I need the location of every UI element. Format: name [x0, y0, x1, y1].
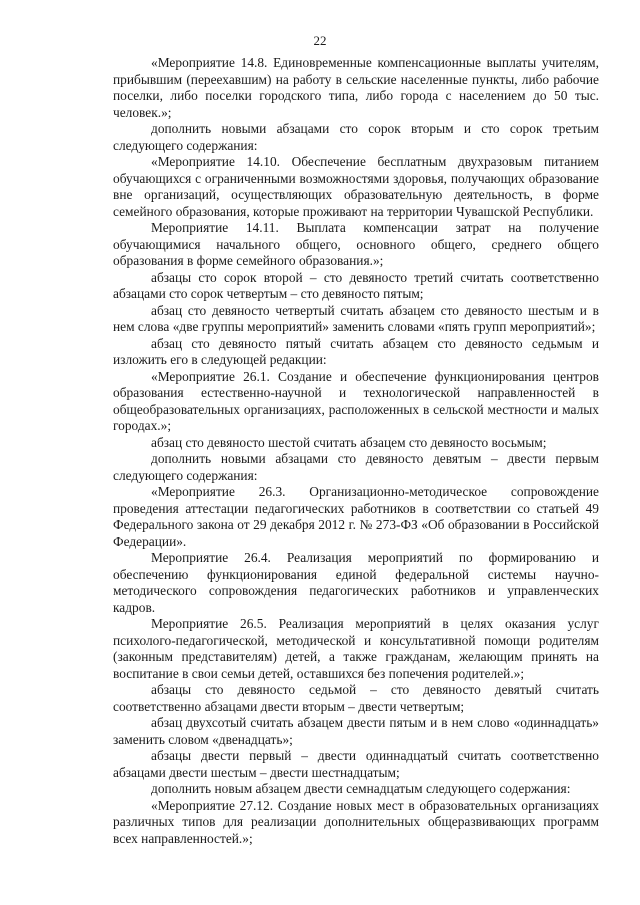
paragraph: абзац сто девяносто четвертый считать абзацем сто девяносто шестым и в нем слова «две группы мероприятий» заменить словами «пять групп мероприятий»;: [113, 302, 599, 334]
paragraph: абзац сто девяносто шестой считать абзацем сто девяносто восьмым;: [151, 434, 547, 450]
paragraph: абзац сто девяносто пятый считать абзацем сто девяносто седьмым и изложить его в следующей редакции:: [113, 335, 599, 367]
paragraph: дополнить новыми абзацами сто девяносто девятым – двести первым следующего содержания:: [113, 451, 599, 483]
paragraph: «Мероприятие 26.3. Организационно-методическое сопровождение проведения аттестации педагогических работников в соответствии со статьей 49 Федерального закона от 29 декабря 2012 г. № 273-ФЗ «Об образовании в Российской Федерации».: [113, 484, 599, 549]
paragraph: «Мероприятие 27.12. Создание новых мест в образовательных организациях различных типов для реализации дополнительных общеразвивающих программ всех направленностей.»;: [113, 797, 599, 846]
paragraph: «Мероприятие 14.8. Единовременные компенсационные выплаты учителям, прибывшим (переехавшим) на работу в сельские населенные пункты, либо рабочие поселки, либо поселки городского типа, либо города с населением до 50 тыс. человек.»;: [113, 55, 599, 120]
paragraph: «Мероприятие 14.10. Обеспечение бесплатным двухразовым питанием обучающихся с ограниченными возможностями здоровья, получающих образование вне организаций, осуществляющих образовательную деятельность, в форме семейного образования, которые проживают на территории Чувашской Республики.: [113, 154, 599, 219]
page-number: 22: [313, 33, 327, 48]
paragraph: Мероприятие 14.11. Выплата компенсации затрат на получение обучающимися начального общего, основного общего, среднего общего образования в форме семейного образования.»;: [113, 220, 599, 268]
paragraph: абзацы сто девяносто седьмой – сто девяносто девятый считать соответственно абзацами двести вторым – двести четвертым;: [113, 682, 599, 714]
paragraph: Мероприятие 26.5. Реализация мероприятий в целях оказания услуг психолого-педагогической, методической и консультативной помощи родителям (законным представителям) детей, а также гражданам, желающим принять на воспитание в свои семьи детей, оставшихся без попечения родителей.»;: [113, 616, 599, 681]
paragraph: дополнить новым абзацем двести семнадцатым следующего содержания:: [151, 781, 571, 796]
paragraph: «Мероприятие 26.1. Создание и обеспечение функционирования центров образования естественно-научной и технологической направленностей в общеобразовательных организациях, расположенных в сельской местности и малых городах.»;: [113, 368, 599, 433]
paragraph: дополнить новыми абзацами сто сорок вторым и сто сорок третьим следующего содержания:: [113, 121, 599, 153]
paragraph: абзацы сто сорок второй – сто девяносто третий считать соответственно абзацами сто сорок четвертым – сто девяносто пятым;: [113, 269, 599, 301]
paragraph: Мероприятие 26.4. Реализация мероприятий по формированию и обеспечению функционирования единой федеральной системы научно-методического сопровождения педагогических работников и управленческих кадров.: [113, 550, 599, 615]
body-text: [113, 55, 599, 847]
paragraph: абзацы двести первый – двести одиннадцатый считать соответственно абзацами двести шестым – двести шестнадцатым;: [113, 748, 599, 780]
paragraph: абзац двухсотый считать абзацем двести пятым и в нем слово «одиннадцать» заменить словом «двенадцать»;: [113, 715, 599, 747]
